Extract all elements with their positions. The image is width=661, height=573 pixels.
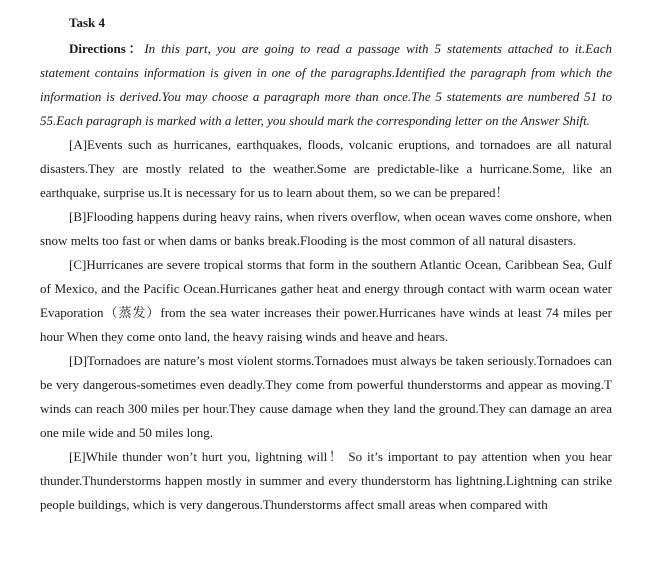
- paragraph-letter: [A]: [69, 137, 88, 152]
- directions-label: Directions：: [69, 41, 145, 56]
- paragraph-text: Tornadoes are nature’s most violent storms.Tornadoes must always be taken seriously.Tornadoes can be very dangerous-sometimes even deadly.They come from powerful thunderstorms and appear as moving.T winds can reach 300 miles per hour.They cause damage when they land the ground.They can damage an area one mile wide and 50 miles long.: [40, 353, 612, 440]
- paragraph-c: [40, 253, 612, 349]
- directions-text: In this part, you are going to read a passage with 5 statements attached to it.Each statement contains information is given in one of the paragraphs.Identified the paragraph from which the information is derived.You may choose a paragraph more than once.The 5 statements are numbered 51 to 55.Each paragraph is marked with a letter, you should mark the corresponding letter on the Answer Shift.: [40, 41, 612, 128]
- directions-paragraph: [40, 37, 612, 133]
- paragraph-e: [40, 445, 612, 517]
- paragraph-text: Hurricanes are severe tropical storms that form in the southern Atlantic Ocean, Caribbean Sea, Gulf of Mexico, and the Pacific Ocean.Hurricanes gather heat and energy through contact with warm ocean water Evaporation（蒸发）from the sea water increases their power.Hurricanes have winds at least 74 miles per hour When they come onto land, the heavy raising winds and heave and hears.: [40, 257, 612, 344]
- paragraph-text: Events such as hurricanes, earthquakes, floods, volcanic eruptions, and tornadoes are all natural disasters.They are mostly related to the weather.Some are predictable-like a hurricane.Some, like an earthquake, surprise us.It is necessary for us to learn about them, so we can be prepared！: [40, 137, 612, 200]
- paragraph-a: [40, 133, 612, 205]
- paragraph-text: While thunder won’t hurt you, lightning will！ So it’s important to pay attention when you hear thunder.Thunderstorms happen mostly in summer and every thunderstorm has lightning.Lightning can strike people buildings, which is very dangerous.Thunderstorms affect small areas when compared with: [40, 449, 612, 512]
- paragraph-letter: [B]: [69, 209, 87, 224]
- document-page: [40, 14, 612, 517]
- paragraph-d: [40, 349, 612, 445]
- paragraph-letter: [C]: [69, 257, 87, 272]
- paragraph-letter: [D]: [69, 353, 88, 368]
- paragraph-letter: [E]: [69, 449, 86, 464]
- paragraph-text: Flooding happens during heavy rains, when rivers overflow, when ocean waves come onshore, when snow melts too fast or when dams or banks break.Flooding is the most common of all natural disasters.: [40, 209, 612, 248]
- paragraph-b: [40, 205, 612, 253]
- task-title: Task 4: [69, 15, 106, 30]
